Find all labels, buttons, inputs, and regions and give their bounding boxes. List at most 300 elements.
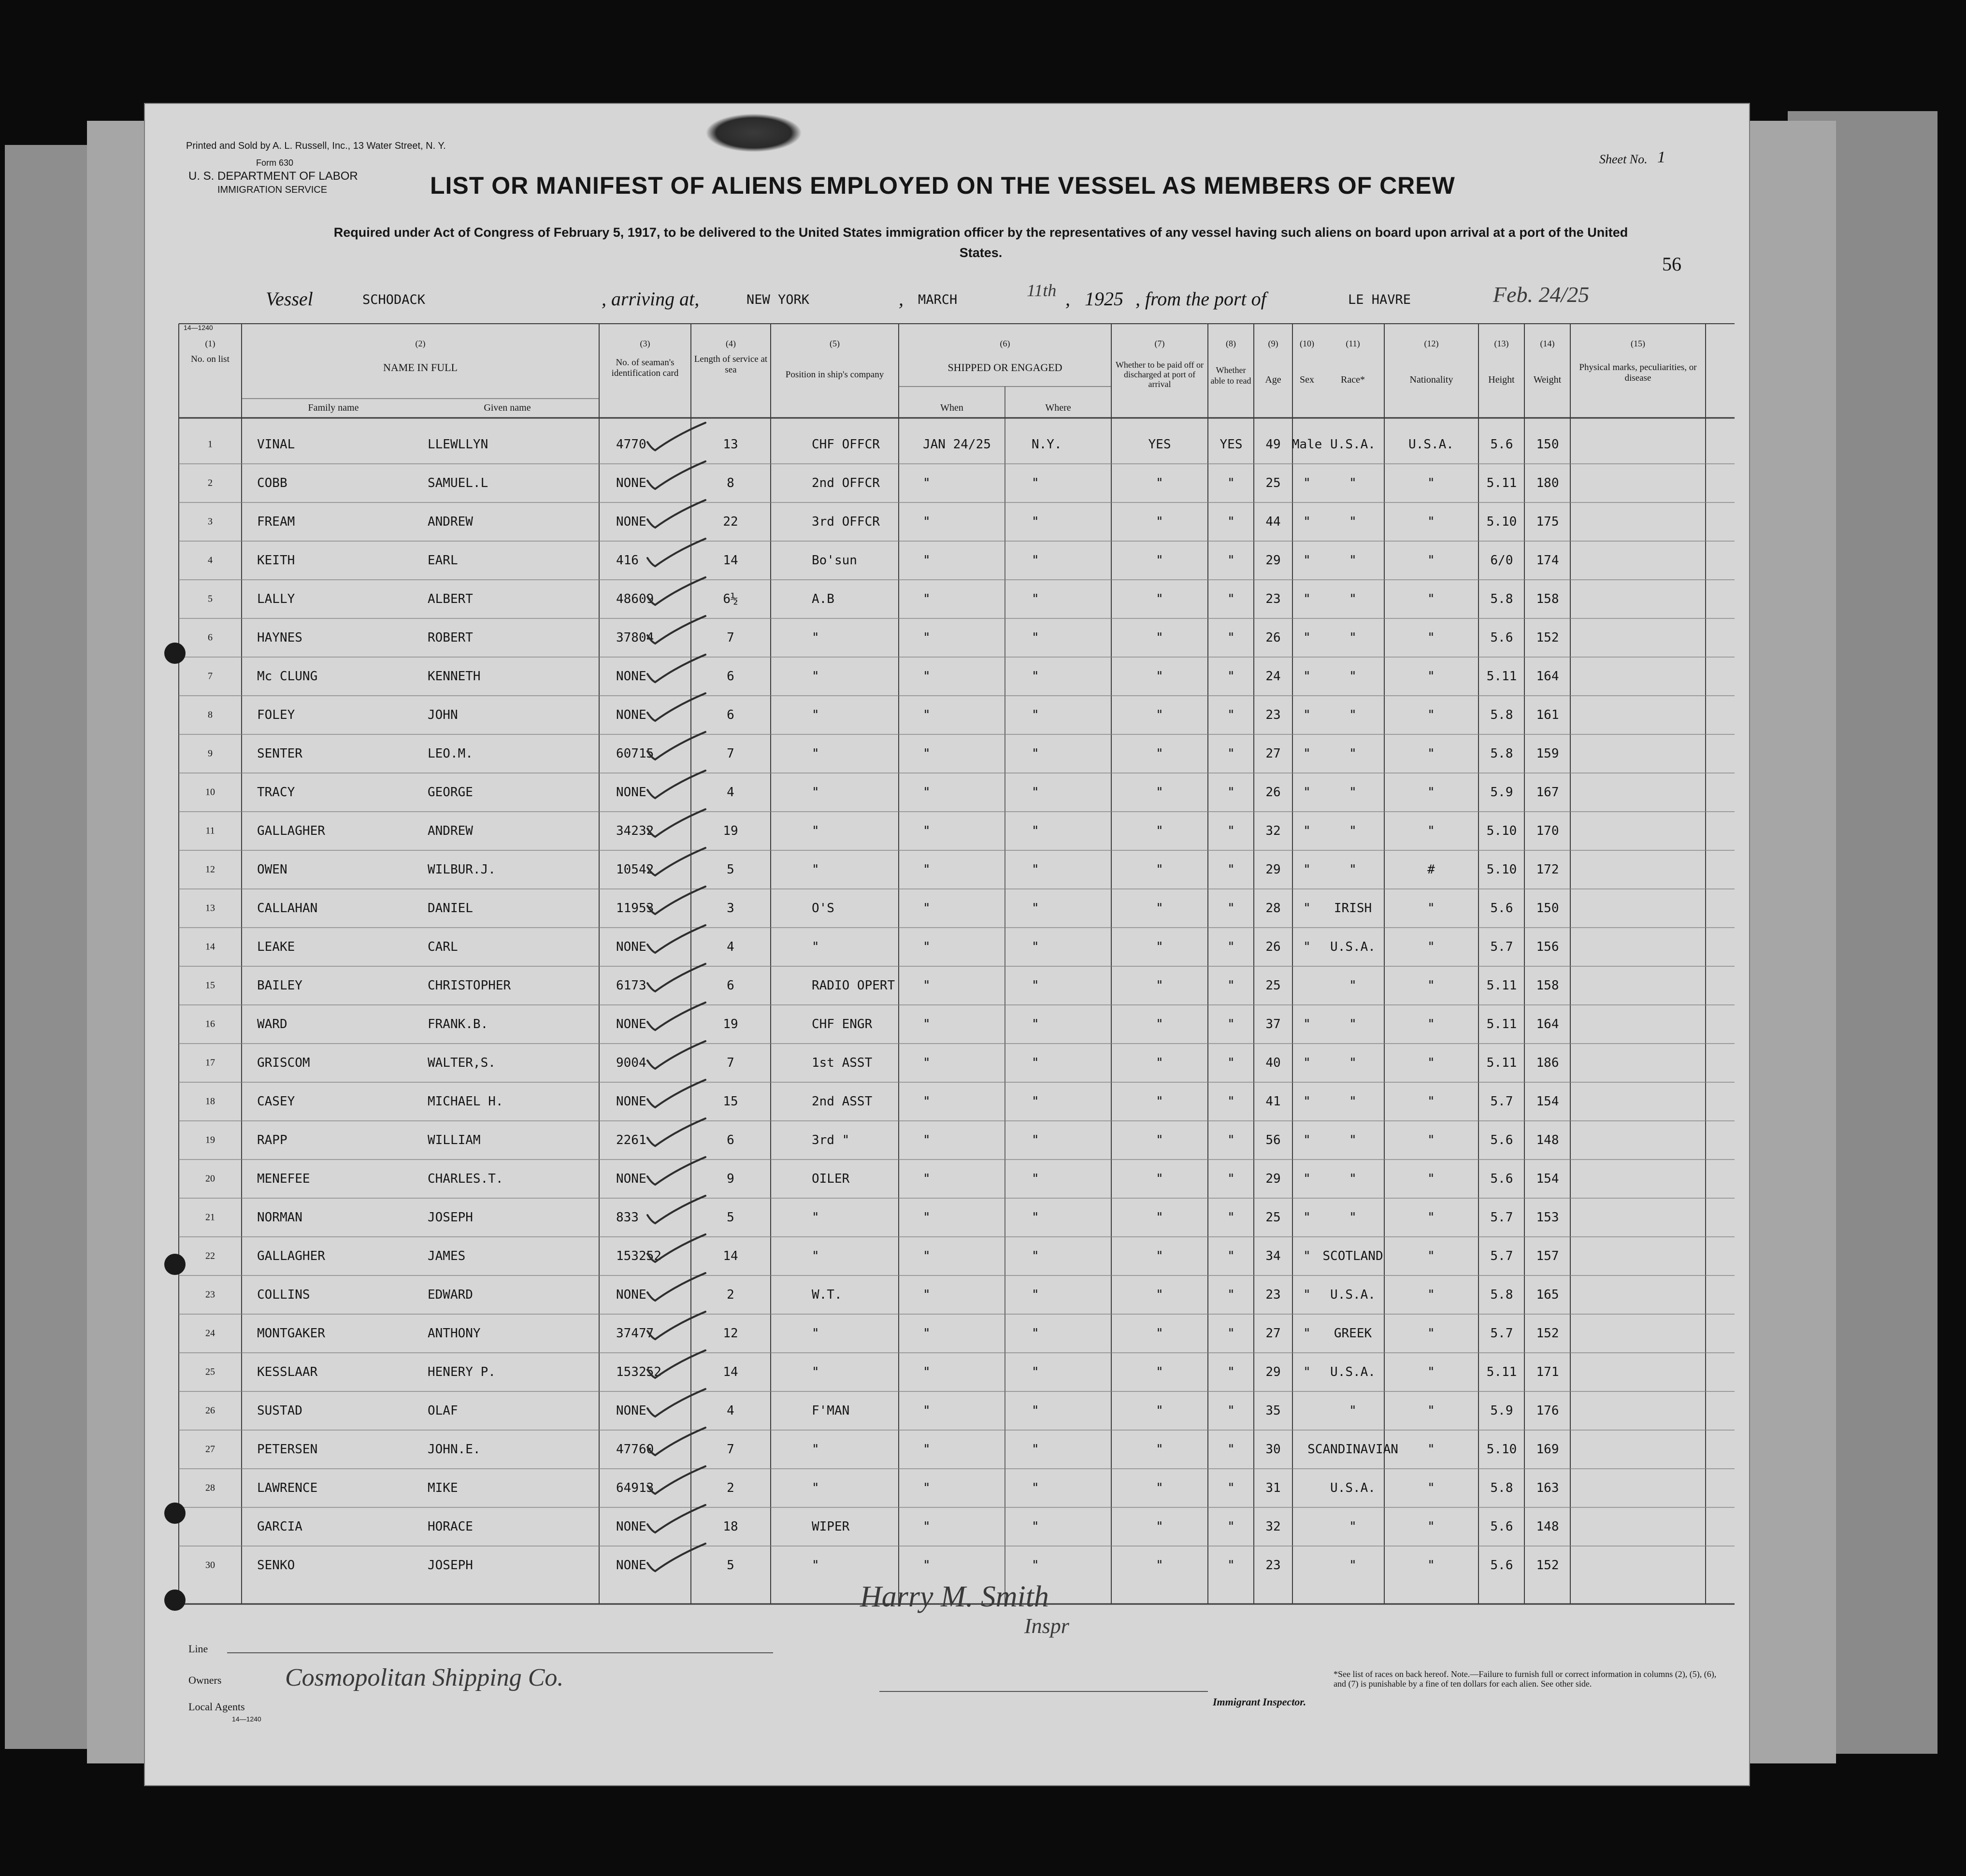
given-name: ANTHONY (428, 1326, 481, 1341)
race: " (1349, 746, 1357, 761)
check-mark-icon (643, 1232, 710, 1266)
age: 37 (1265, 1017, 1281, 1031)
check-mark-icon (643, 1000, 710, 1034)
age: 27 (1265, 1326, 1281, 1341)
check-mark-icon (643, 923, 710, 957)
weight: 164 (1536, 669, 1559, 684)
given-name: ROBERT (428, 630, 473, 645)
paid-off: " (1156, 940, 1163, 954)
arrival-day: 11th (1027, 281, 1057, 300)
weight: 172 (1536, 862, 1559, 877)
family-name: LAWRENCE (257, 1481, 318, 1495)
family-name: Mc CLUNG (257, 669, 318, 684)
nationality: " (1427, 476, 1435, 490)
seaman-card: NONE (616, 476, 646, 490)
punch-hole (164, 1590, 186, 1611)
position: WIPER (812, 1519, 850, 1534)
paid-off: " (1156, 553, 1163, 568)
paid-off: " (1156, 1403, 1163, 1418)
col-num-2: (2) (415, 339, 426, 348)
shipped-where: " (1032, 1017, 1039, 1031)
age: 29 (1265, 1365, 1281, 1379)
length-service: 5 (727, 1558, 734, 1573)
shipped-where: " (1032, 1442, 1039, 1457)
height: 5.11 (1486, 669, 1517, 684)
form-number: Form 630 (256, 158, 294, 168)
department-name: U. S. DEPARTMENT OF LABOR (188, 170, 358, 183)
paid-off: " (1156, 1365, 1163, 1379)
sex: " (1303, 476, 1311, 490)
position: RADIO OPERT (812, 978, 895, 993)
seaman-card: NONE (616, 1403, 646, 1418)
row-number: 27 (205, 1444, 215, 1455)
position: CHF OFFCR (812, 437, 880, 452)
check-mark-icon (643, 459, 710, 493)
header-shipped-engaged: SHIPPED OR ENGAGED (947, 361, 1062, 373)
able-read: " (1227, 1133, 1235, 1147)
length-service: 9 (727, 1172, 734, 1186)
race: U.S.A. (1330, 1288, 1376, 1302)
race: " (1349, 708, 1357, 722)
position: " (812, 630, 819, 645)
given-name: DANIEL (428, 901, 473, 916)
shipped-when: " (923, 1442, 931, 1457)
able-read: " (1227, 940, 1235, 954)
check-mark-icon (643, 1348, 710, 1382)
check-mark-icon (643, 730, 710, 763)
row-number: 30 (205, 1560, 215, 1571)
age: 24 (1265, 669, 1281, 684)
shipped-when: " (923, 592, 931, 606)
age: 34 (1265, 1249, 1281, 1263)
family-name: GALLAGHER (257, 824, 325, 838)
col-num-8: (8) (1226, 339, 1236, 348)
punch-hole (164, 1254, 186, 1275)
position: 2nd ASST (812, 1094, 873, 1109)
paid-off: " (1156, 1519, 1163, 1534)
given-name: MICHAEL H. (428, 1094, 503, 1109)
age: 56 (1265, 1133, 1281, 1147)
seaman-card: 833 (616, 1210, 639, 1225)
row-number: 17 (205, 1057, 215, 1068)
row-number: 25 (205, 1366, 215, 1377)
family-name: KESSLAAR (257, 1365, 318, 1379)
nationality: " (1427, 1403, 1435, 1418)
age: 29 (1265, 1172, 1281, 1186)
header-name-in-full: NAME IN FULL (383, 361, 458, 373)
shipped-when: " (923, 1519, 931, 1534)
height: 5.6 (1490, 1172, 1513, 1186)
nationality: " (1427, 785, 1435, 800)
inspector-title: Inspr (1024, 1614, 1069, 1638)
able-read: " (1227, 1017, 1235, 1031)
col-num-14: (14) (1540, 339, 1555, 348)
height: 5.11 (1486, 476, 1517, 490)
check-mark-icon (643, 1503, 710, 1536)
seaman-card: 4770 (616, 437, 646, 452)
shipped-when: " (923, 1365, 931, 1379)
race: " (1349, 785, 1357, 800)
family-name: PETERSEN (257, 1442, 318, 1457)
weight: 186 (1536, 1056, 1559, 1070)
shipped-when: " (923, 746, 931, 761)
shipped-when: " (923, 630, 931, 645)
check-mark-icon (643, 807, 710, 841)
row-number: 19 (205, 1134, 215, 1146)
footer-agents-label: Local Agents (188, 1701, 245, 1713)
check-mark-icon (643, 1387, 710, 1420)
footer-line-rule (227, 1652, 773, 1653)
shipped-where: " (1032, 1481, 1039, 1495)
race: " (1349, 553, 1357, 568)
row-number: 24 (205, 1328, 215, 1339)
age: 35 (1265, 1403, 1281, 1418)
race: GREEK (1334, 1326, 1372, 1341)
shipped-where: " (1032, 940, 1039, 954)
length-service: 22 (723, 515, 738, 529)
family-name: GARCIA (257, 1519, 302, 1534)
position: F'MAN (812, 1403, 850, 1418)
nationality: " (1427, 1249, 1435, 1263)
sex: " (1303, 630, 1311, 645)
departure-date: Feb. 24/25 (1493, 282, 1590, 307)
nationality: " (1427, 708, 1435, 722)
position: " (812, 708, 819, 722)
able-read: " (1227, 1442, 1235, 1457)
shipped-where: " (1032, 1365, 1039, 1379)
able-read: " (1227, 978, 1235, 993)
given-name: CHRISTOPHER (428, 978, 511, 993)
height: 5.6 (1490, 901, 1513, 916)
sex: " (1303, 708, 1311, 722)
comma-sep-2: , (1065, 288, 1070, 310)
age: 26 (1265, 630, 1281, 645)
seaman-card: 37477 (616, 1326, 654, 1341)
row-number: 16 (205, 1018, 215, 1030)
shipped-when: " (923, 1133, 931, 1147)
sex: " (1303, 669, 1311, 684)
shipped-where: " (1032, 1403, 1039, 1418)
col-num-5: (5) (830, 339, 840, 348)
shipped-where: " (1032, 978, 1039, 993)
race: " (1349, 824, 1357, 838)
nationality: " (1427, 1288, 1435, 1302)
header-paid-off: Whether to be paid off or discharged at port of arrival (1115, 360, 1204, 389)
check-mark-icon (643, 575, 710, 609)
shipped-when: " (923, 824, 931, 838)
seaman-card: NONE (616, 1519, 646, 1534)
weight: 176 (1536, 1403, 1559, 1418)
race: " (1349, 1210, 1357, 1225)
height: 5.9 (1490, 785, 1513, 800)
sex: " (1303, 1365, 1311, 1379)
header-no-on-list: No. on list (191, 354, 230, 364)
check-mark-icon (643, 845, 710, 879)
family-name: GALLAGHER (257, 1249, 325, 1263)
weight: 163 (1536, 1481, 1559, 1495)
nationality: " (1427, 1133, 1435, 1147)
check-mark-icon (643, 768, 710, 802)
shipped-where: " (1032, 1094, 1039, 1109)
header-able-read: Whether able to read (1210, 365, 1251, 386)
check-mark-icon (643, 1077, 710, 1111)
sex: " (1303, 1172, 1311, 1186)
shipped-when: JAN 24/25 (923, 437, 991, 452)
able-read: " (1227, 824, 1235, 838)
seaman-card: 153252 (616, 1249, 661, 1263)
shipped-when: " (923, 1403, 931, 1418)
given-name: FRANK.B. (428, 1017, 488, 1031)
position: CHF ENGR (812, 1017, 873, 1031)
race: " (1349, 1172, 1357, 1186)
height: 5.7 (1490, 940, 1513, 954)
service-name: IMMIGRATION SERVICE (217, 185, 328, 195)
position: OILER (812, 1172, 850, 1186)
family-name: LALLY (257, 592, 295, 606)
sex: " (1303, 824, 1311, 838)
race: SCOTLAND (1322, 1249, 1383, 1263)
form-code-top: 14—1240 (184, 324, 213, 331)
length-service: 6 (727, 708, 734, 722)
weight: 167 (1536, 785, 1559, 800)
sex: " (1303, 901, 1311, 916)
length-service: 19 (723, 1017, 738, 1031)
position: A.B (812, 592, 834, 606)
check-mark-icon (643, 884, 710, 918)
header-length-service: Length of service at sea (694, 354, 768, 375)
position: " (812, 746, 819, 761)
shipped-where: " (1032, 824, 1039, 838)
check-mark-icon (643, 1271, 710, 1304)
age: 29 (1265, 553, 1281, 568)
shipped-when: " (923, 940, 931, 954)
race: " (1349, 978, 1357, 993)
able-read: " (1227, 1210, 1235, 1225)
length-service: 8 (727, 476, 734, 490)
height: 5.6 (1490, 437, 1513, 452)
shipped-when: " (923, 901, 931, 916)
col-num-7: (7) (1154, 339, 1165, 348)
height: 5.10 (1486, 824, 1517, 838)
given-name: CARL (428, 940, 458, 954)
length-service: 4 (727, 785, 734, 800)
position: " (812, 785, 819, 800)
given-name: CHARLES.T. (428, 1172, 503, 1186)
family-name: NORMAN (257, 1210, 302, 1225)
race: " (1349, 669, 1357, 684)
length-service: 2 (727, 1481, 734, 1495)
manifest-sheet (145, 104, 1749, 1785)
weight: 148 (1536, 1519, 1559, 1534)
able-read: " (1227, 592, 1235, 606)
able-read: " (1227, 1288, 1235, 1302)
header-nationality: Nationality (1409, 374, 1453, 385)
vessel-name: SCHODACK (362, 292, 426, 307)
seaman-card: 47760 (616, 1442, 654, 1457)
row-number: 6 (208, 632, 213, 643)
age: 30 (1265, 1442, 1281, 1457)
row-number: 1 (208, 439, 213, 450)
race: " (1349, 1403, 1357, 1418)
seaman-card: 10542 (616, 862, 654, 877)
position: 3rd OFFCR (812, 515, 880, 529)
header-family-name: Family name (308, 402, 359, 413)
able-read: " (1227, 669, 1235, 684)
family-name: LEAKE (257, 940, 295, 954)
race: U.S.A. (1330, 940, 1376, 954)
age: 23 (1265, 708, 1281, 722)
race: " (1349, 1017, 1357, 1031)
seaman-card: 37804 (616, 630, 654, 645)
weight: 150 (1536, 437, 1559, 452)
weight: 153 (1536, 1210, 1559, 1225)
race: " (1349, 862, 1357, 877)
row-number: 4 (208, 555, 213, 566)
nationality: " (1427, 940, 1435, 954)
paid-off: " (1156, 1558, 1163, 1573)
height: 5.11 (1486, 978, 1517, 993)
col-num-12: (12) (1424, 339, 1439, 348)
given-name: ANDREW (428, 515, 473, 529)
check-mark-icon (643, 1464, 710, 1498)
col-num-10: (10) (1300, 339, 1314, 348)
paid-off: " (1156, 1481, 1163, 1495)
position: " (812, 1481, 819, 1495)
shipped-when: " (923, 708, 931, 722)
able-read: " (1227, 1481, 1235, 1495)
row-number: 13 (205, 902, 215, 914)
departure-port: LE HAVRE (1348, 292, 1411, 307)
check-mark-icon (643, 420, 710, 454)
shipped-when: " (923, 553, 931, 568)
able-read: " (1227, 1326, 1235, 1341)
age: 25 (1265, 476, 1281, 490)
row-number: 9 (208, 748, 213, 759)
position: 2nd OFFCR (812, 476, 880, 490)
given-name: JOHN (428, 708, 458, 722)
age: 25 (1265, 1210, 1281, 1225)
able-read: " (1227, 515, 1235, 529)
height: 5.8 (1490, 708, 1513, 722)
check-mark-icon (643, 961, 710, 995)
header-physical-marks: Physical marks, peculiarities, or disease (1579, 362, 1697, 383)
department-header (188, 156, 358, 197)
nationality: " (1427, 1094, 1435, 1109)
shipped-when: " (923, 862, 931, 877)
given-name: MIKE (428, 1481, 458, 1495)
seaman-card: 11953 (616, 901, 654, 916)
weight: 175 (1536, 515, 1559, 529)
given-name: WILLIAM (428, 1133, 481, 1147)
age: 23 (1265, 1558, 1281, 1573)
document-subtitle: Required under Act of Congress of February 5, 1917, to be delivered to the United States immigration officer by the representatives of any vessel having such aliens on board upon arrival at a port of the United States. (333, 225, 1628, 260)
sex: " (1303, 1288, 1311, 1302)
race: " (1349, 476, 1357, 490)
nationality: " (1427, 1172, 1435, 1186)
check-mark-icon (643, 1155, 710, 1189)
seaman-card: 2261 (616, 1133, 646, 1147)
shipped-when: " (923, 1481, 931, 1495)
age: 32 (1265, 1519, 1281, 1534)
height: 5.7 (1490, 1249, 1513, 1263)
age: 32 (1265, 824, 1281, 838)
shipped-when: " (923, 1249, 931, 1263)
check-mark-icon (643, 1425, 710, 1459)
sex: " (1303, 515, 1311, 529)
footer-owners-label: Owners (188, 1674, 222, 1686)
nationality: " (1427, 1519, 1435, 1534)
paid-off: " (1156, 1249, 1163, 1263)
footer-line-label: Line (188, 1643, 208, 1655)
sex: " (1303, 1133, 1311, 1147)
position: " (812, 940, 819, 954)
race: " (1349, 630, 1357, 645)
shipped-when: " (923, 1017, 931, 1031)
length-service: 5 (727, 862, 734, 877)
position: " (812, 1558, 819, 1573)
shipped-when: " (923, 1056, 931, 1070)
sex: " (1303, 785, 1311, 800)
shipped-where: " (1032, 785, 1039, 800)
inspector-label: Immigrant Inspector. (1213, 1696, 1306, 1708)
race: U.S.A. (1330, 1365, 1376, 1379)
family-name: COLLINS (257, 1288, 310, 1302)
position: " (812, 1249, 819, 1263)
seaman-card: NONE (616, 1094, 646, 1109)
paid-off: " (1156, 746, 1163, 761)
header-race: Race* (1341, 374, 1365, 385)
weight: 156 (1536, 940, 1559, 954)
shipped-when: " (923, 476, 931, 490)
able-read: " (1227, 708, 1235, 722)
footer-note: *See list of races on back hereof. Note.—Failure to furnish full or correct information in columns (2), (5), (6), and (7) is punishable by a fine of ten dollars for each alien. See other side. (1334, 1669, 1717, 1689)
given-name: KENNETH (428, 669, 481, 684)
height: 5.8 (1490, 592, 1513, 606)
shipped-when: " (923, 1288, 931, 1302)
nationality: " (1427, 901, 1435, 916)
age: 23 (1265, 592, 1281, 606)
col-num-4: (4) (726, 339, 736, 348)
paid-off: " (1156, 978, 1163, 993)
age: 29 (1265, 862, 1281, 877)
weight: 159 (1536, 746, 1559, 761)
shipped-where: " (1032, 1288, 1039, 1302)
sex: " (1303, 1094, 1311, 1109)
weight: 164 (1536, 1017, 1559, 1031)
sex: " (1303, 862, 1311, 877)
given-name: JOSEPH (428, 1210, 473, 1225)
able-read: " (1227, 1172, 1235, 1186)
length-service: 15 (723, 1094, 738, 1109)
nationality: " (1427, 669, 1435, 684)
row-number: 10 (205, 787, 215, 798)
height: 5.8 (1490, 746, 1513, 761)
given-name: GEORGE (428, 785, 473, 800)
age: 26 (1265, 785, 1281, 800)
age: 25 (1265, 978, 1281, 993)
family-name: HAYNES (257, 630, 302, 645)
col-num-9: (9) (1268, 339, 1278, 348)
check-mark-icon (643, 1116, 710, 1150)
row-number: 8 (208, 709, 213, 720)
row-number: 7 (208, 671, 213, 682)
able-read: " (1227, 1365, 1235, 1379)
shipped-where: N.Y. (1032, 437, 1062, 452)
able-read: " (1227, 901, 1235, 916)
paid-off: " (1156, 824, 1163, 838)
position: " (812, 1442, 819, 1457)
race: " (1349, 592, 1357, 606)
